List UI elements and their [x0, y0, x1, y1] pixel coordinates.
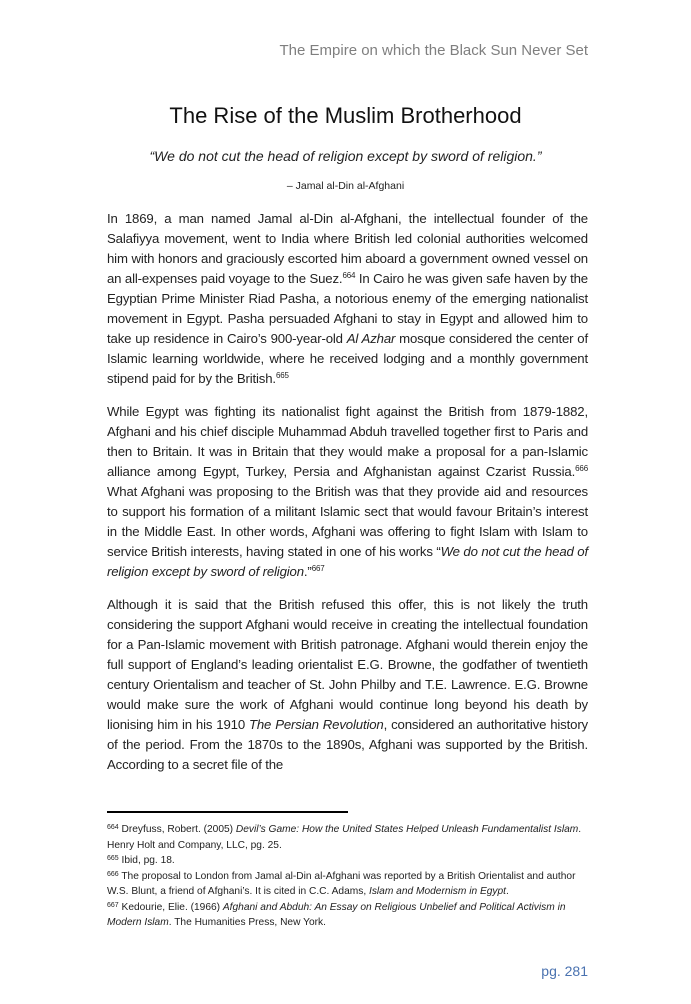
text-segment: . Henry Holt and Company, LLC, pg. 25.	[107, 824, 582, 851]
footnote	[107, 822, 588, 853]
text-segment: . The Humanities Press, New York.	[168, 917, 326, 928]
footnote-reference: 665	[107, 855, 119, 862]
text-segment: .	[506, 886, 509, 897]
footnote	[107, 900, 588, 931]
italic-text: The Persian Revolution	[248, 717, 384, 732]
text-segment: In Cairo he was given safe haven by the Egyptian Prime Minister Riad Pasha, a notorious enemy of the emerging nationalist movement in Egypt. Pasha persuaded Afghani to stay in Egypt and allowed him to take up residence in Cairo’s 900-year-old	[107, 271, 588, 346]
paragraph	[107, 402, 588, 582]
epigraph-attribution: – Jamal al-Din al-Afghani	[286, 180, 405, 192]
italic-text: We do not cut the head of religion except by sword of religion	[107, 544, 588, 579]
body-text	[107, 209, 588, 788]
text-segment: Dreyfuss, Robert. (2005)	[118, 824, 236, 835]
italic-text: Devil’s Game: How the United States Helped Unleash Fundamentalist Islam	[235, 824, 579, 835]
text-segment: In 1869, a man named Jamal al-Din al-Afghani, the intellectual founder of the Salafiyya movement, went to India where British led colonial authorities welcomed him with honors and graciously escorted him aboard a government owned vessel on an all-expenses paid voyage to the Suez.	[107, 211, 588, 286]
text-segment: Ibid, pg. 18.	[118, 855, 175, 866]
paragraph	[107, 595, 588, 775]
page-number: pg. 281	[541, 963, 588, 979]
text-segment: .”	[303, 564, 312, 579]
paragraph	[107, 209, 588, 389]
footnotes	[107, 822, 588, 931]
footnote-reference: 667	[107, 901, 119, 909]
italic-text: Afghani and Abduh: An Essay on Religious Unbelief and Political Activism in Modern Islam	[107, 901, 566, 928]
footnote	[107, 853, 588, 869]
footnote-reference: 667	[311, 564, 325, 573]
footnote-reference: 666	[107, 870, 119, 878]
footnote-reference: 665	[275, 371, 289, 380]
footnote-reference: 664	[107, 824, 119, 831]
footnote	[107, 869, 588, 900]
text-segment: While Egypt was fighting its nationalist fight against the British from 1879-1882, Afghani and his chief disciple Muhammad Abduh travelled together first to Paris and then to Britain. It was in Britain that they would make a proposal for a pan-Islamic alliance among Egypt, Turkey, Persia and Afghanistan against Czarist Russia.	[107, 404, 588, 479]
italic-text: Islam and Modernism in Egypt	[368, 886, 507, 897]
footnote-reference: 664	[342, 271, 356, 280]
text-segment: Kedourie, Elie. (1966)	[118, 901, 223, 913]
text-segment: What Afghani was proposing to the British was that they provide aid and resources to support his formation of a militant Islamic sect that would favour Britain’s interest in the Middle East. In other words, Afghani was offering to fight Islam with Islam to service British interests, having stated in one of his works “	[107, 484, 588, 559]
running-header: The Empire on which the Black Sun Never Set	[279, 42, 588, 59]
chapter-title: The Rise of the Muslim Brotherhood	[169, 103, 522, 128]
italic-text: Al Azhar	[346, 331, 396, 346]
footnote-divider	[107, 811, 348, 813]
text-segment: , considered an authoritative history of the period. From the 1870s to the 1890s, Afghani was supported by the British. According to a secret file of the	[107, 717, 589, 772]
text-segment: mosque considered the center of Islamic learning worldwide, where he received lodging and a monthly government stipend paid for by the British.	[107, 331, 588, 386]
epigraph-quote: “We do not cut the head of religion except by sword of religion.”	[149, 148, 542, 164]
text-segment: The proposal to London from Jamal al-Din al-Afghani was reported by a British Orientalist and author W.S. Blunt, a friend of Afghani’s. It is cited in C.C. Adams,	[107, 870, 576, 897]
footnote-reference: 666	[575, 464, 588, 473]
text-segment: Although it is said that the British refused this offer, this is not likely the truth considering the support Afghani would receive in creating the intellectual foundation for a Pan-Islamic movement with British patronage. Afghani would therein enjoy the full support of England’s leading orientalist E.G. Browne, the godfather of twentieth century Orientalism and teacher of St. John Philby and T.E. Lawrence. E.G. Browne would make sure the work of Afghani would continue long beyond his death by lionising him in his 1910	[107, 597, 588, 732]
